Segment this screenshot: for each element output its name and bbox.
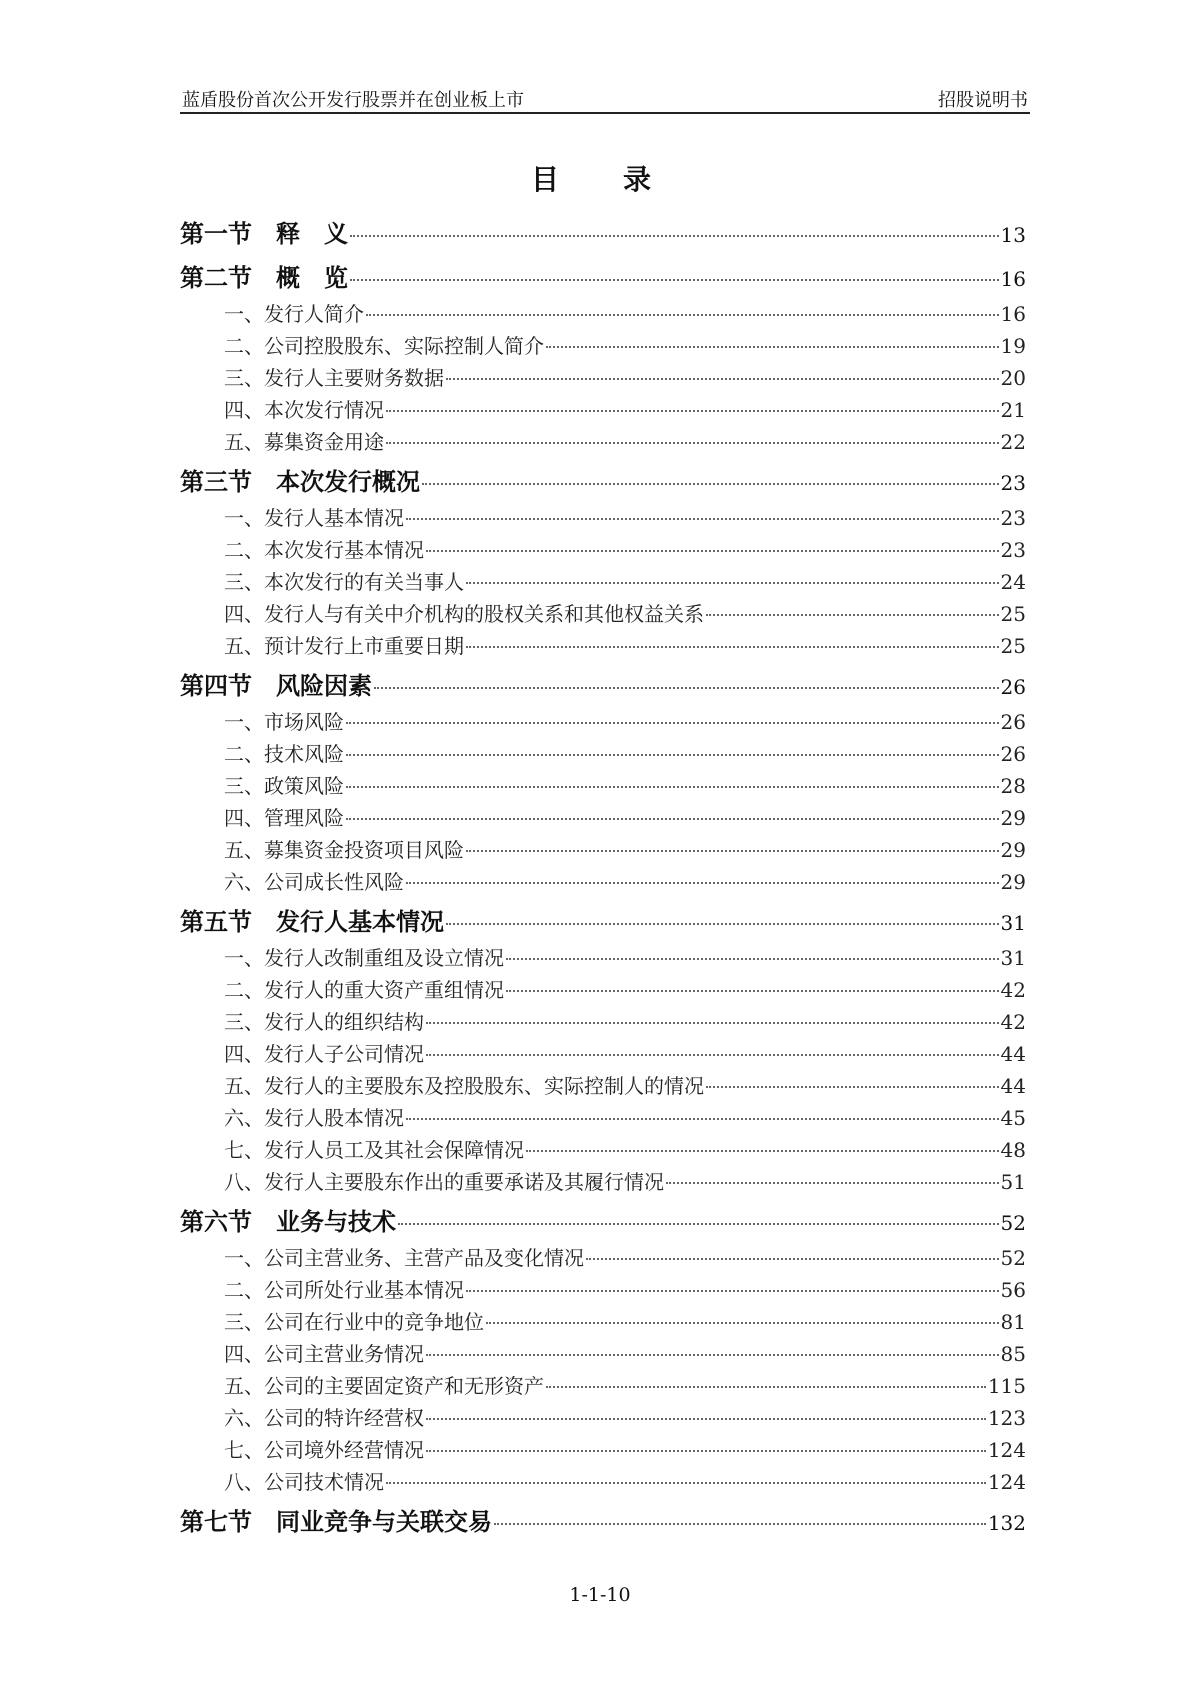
toc-page-number: 13: [1000, 223, 1026, 247]
dot-leader: [422, 483, 999, 485]
toc-label: 四、本次发行情况: [224, 398, 384, 422]
toc-label: 三、发行人主要财务数据: [224, 366, 444, 390]
toc-item[interactable]: [180, 706, 1026, 738]
dot-leader: [526, 1150, 999, 1152]
page-header: [180, 84, 1030, 114]
toc-page-number: 23: [1000, 506, 1026, 530]
dot-leader: [586, 1258, 999, 1260]
toc-label: 四、发行人与有关中介机构的股权关系和其他权益关系: [224, 602, 704, 626]
toc-section[interactable]: [180, 902, 1026, 942]
toc-item[interactable]: [180, 566, 1026, 598]
toc-item[interactable]: [180, 598, 1026, 630]
toc-label: 第四节 风险因素: [180, 671, 372, 700]
toc-page-number: 51: [1000, 1170, 1026, 1194]
toc-item[interactable]: [180, 1306, 1026, 1338]
dot-leader: [706, 1086, 999, 1088]
dot-leader: [666, 1182, 999, 1184]
toc-section[interactable]: [180, 258, 1026, 298]
dot-leader: [406, 1118, 999, 1120]
toc-page-number: 132: [987, 1511, 1026, 1535]
dot-leader: [386, 1482, 986, 1484]
toc-label: 第二节 概 览: [180, 263, 348, 292]
toc-item[interactable]: [180, 330, 1026, 362]
toc-item[interactable]: [180, 770, 1026, 802]
dot-leader: [350, 279, 999, 281]
toc-label: 六、发行人股本情况: [224, 1106, 404, 1130]
toc-page-number: 115: [987, 1374, 1026, 1398]
dot-leader: [366, 314, 999, 316]
toc-item[interactable]: [180, 1434, 1026, 1466]
toc-page-number: 16: [1000, 267, 1026, 291]
toc-page-number: 23: [1000, 538, 1026, 562]
toc-item[interactable]: [180, 298, 1026, 330]
dot-leader: [426, 1450, 986, 1452]
dot-leader: [346, 818, 999, 820]
dot-leader: [446, 923, 999, 925]
toc-label: 八、公司技术情况: [224, 1470, 384, 1494]
toc-page-number: 123: [987, 1406, 1026, 1430]
toc-label: 七、发行人员工及其社会保障情况: [224, 1138, 524, 1162]
toc-label: 第三节 本次发行概况: [180, 467, 420, 496]
toc-item[interactable]: [180, 1370, 1026, 1402]
toc-label: 六、公司的特许经营权: [224, 1406, 424, 1430]
toc-label: 五、募集资金用途: [224, 430, 384, 454]
table-of-contents: [180, 214, 1026, 1542]
dot-leader: [346, 754, 999, 756]
toc-page-number: 124: [987, 1438, 1026, 1462]
toc-page-number: 26: [1000, 742, 1026, 766]
toc-page-number: 31: [1000, 946, 1026, 970]
toc-label: 四、管理风险: [224, 806, 344, 830]
toc-page-number: 29: [1000, 838, 1026, 862]
toc-item[interactable]: [180, 630, 1026, 662]
toc-label: 三、本次发行的有关当事人: [224, 570, 464, 594]
toc-item[interactable]: [180, 1242, 1026, 1274]
toc-item[interactable]: [180, 534, 1026, 566]
dot-leader: [386, 442, 999, 444]
toc-label: 三、政策风险: [224, 774, 344, 798]
dot-leader: [426, 1022, 999, 1024]
toc-section[interactable]: [180, 214, 1026, 254]
dot-leader: [466, 646, 999, 648]
toc-item[interactable]: [180, 1134, 1026, 1166]
toc-label: 二、技术风险: [224, 742, 344, 766]
toc-label: 二、发行人的重大资产重组情况: [224, 978, 504, 1002]
dot-leader: [494, 1523, 986, 1525]
toc-label: 第六节 业务与技术: [180, 1207, 396, 1236]
toc-item[interactable]: [180, 1166, 1026, 1198]
toc-page-number: 25: [1000, 634, 1026, 658]
toc-item[interactable]: [180, 834, 1026, 866]
toc-page-number: 23: [1000, 471, 1026, 495]
toc-item[interactable]: [180, 394, 1026, 426]
page-number: 1-1-10: [569, 1584, 631, 1606]
toc-page-number: 29: [1000, 870, 1026, 894]
toc-label: 一、市场风险: [224, 710, 344, 734]
dot-leader: [346, 722, 999, 724]
dot-leader: [506, 958, 999, 960]
document-title: 蓝盾股份首次公开发行股票并在创业板上市: [182, 90, 524, 111]
dot-leader: [426, 1054, 999, 1056]
dot-leader: [426, 1418, 986, 1420]
toc-label: 二、公司控股股东、实际控制人简介: [224, 334, 544, 358]
toc-label: 一、发行人简介: [224, 302, 364, 326]
toc-label: 二、本次发行基本情况: [224, 538, 424, 562]
dot-leader: [374, 687, 999, 689]
toc-item[interactable]: [180, 1402, 1026, 1434]
dot-leader: [466, 1290, 999, 1292]
toc-page-number: 52: [1000, 1211, 1026, 1235]
toc-section[interactable]: [180, 1202, 1026, 1242]
toc-label: 八、发行人主要股东作出的重要承诺及其履行情况: [224, 1170, 664, 1194]
toc-page-number: 25: [1000, 602, 1026, 626]
dot-leader: [406, 882, 999, 884]
toc-label: 六、公司成长性风险: [224, 870, 404, 894]
toc-label: 五、公司的主要固定资产和无形资产: [224, 1374, 544, 1398]
toc-label: 一、公司主营业务、主营产品及变化情况: [224, 1246, 584, 1270]
toc-page-number: 24: [1000, 570, 1026, 594]
toc-item[interactable]: [180, 1338, 1026, 1370]
dot-leader: [546, 346, 999, 348]
dot-leader: [398, 1223, 999, 1225]
toc-page-number: 20: [1000, 366, 1026, 390]
toc-label: 第一节 释 义: [180, 219, 348, 248]
dot-leader: [426, 1354, 999, 1356]
toc-page-number: 45: [1000, 1106, 1026, 1130]
toc-page-number: 21: [1000, 398, 1026, 422]
dot-leader: [546, 1386, 986, 1388]
dot-leader: [446, 378, 999, 380]
toc-section[interactable]: [180, 462, 1026, 502]
toc-page-number: 44: [1000, 1042, 1026, 1066]
toc-page-number: 124: [987, 1470, 1026, 1494]
toc-page-number: 22: [1000, 430, 1026, 454]
toc-item[interactable]: [180, 1274, 1026, 1306]
toc-page-number: 42: [1000, 978, 1026, 1002]
toc-item[interactable]: [180, 1070, 1026, 1102]
toc-item[interactable]: [180, 866, 1026, 898]
document-type: 招股说明书: [938, 90, 1028, 111]
toc-page-number: 19: [1000, 334, 1026, 358]
toc-label: 五、募集资金投资项目风险: [224, 838, 464, 862]
toc-label: 五、发行人的主要股东及控股股东、实际控制人的情况: [224, 1074, 704, 1098]
toc-page-number: 42: [1000, 1010, 1026, 1034]
toc-page-number: 85: [1000, 1342, 1026, 1366]
toc-label: 五、预计发行上市重要日期: [224, 634, 464, 658]
toc-label: 第七节 同业竞争与关联交易: [180, 1507, 492, 1536]
dot-leader: [426, 550, 999, 552]
toc-page-number: 28: [1000, 774, 1026, 798]
toc-label: 四、发行人子公司情况: [224, 1042, 424, 1066]
toc-item[interactable]: [180, 502, 1026, 534]
dot-leader: [466, 582, 999, 584]
toc-page-number: 44: [1000, 1074, 1026, 1098]
toc-item[interactable]: [180, 1466, 1026, 1498]
toc-label: 七、公司境外经营情况: [224, 1438, 424, 1462]
toc-page-number: 26: [1000, 675, 1026, 699]
dot-leader: [346, 786, 999, 788]
toc-page-number: 56: [1000, 1278, 1026, 1302]
toc-item[interactable]: [180, 802, 1026, 834]
toc-item[interactable]: [180, 1102, 1026, 1134]
dot-leader: [506, 990, 999, 992]
toc-label: 第五节 发行人基本情况: [180, 907, 444, 936]
dot-leader: [350, 235, 999, 237]
toc-page-number: 31: [1000, 911, 1026, 935]
toc-item[interactable]: [180, 362, 1026, 394]
toc-label: 四、公司主营业务情况: [224, 1342, 424, 1366]
toc-label: 三、发行人的组织结构: [224, 1010, 424, 1034]
dot-leader: [486, 1322, 999, 1324]
toc-item[interactable]: [180, 1006, 1026, 1038]
toc-page-number: 52: [1000, 1246, 1026, 1270]
toc-item[interactable]: [180, 1038, 1026, 1070]
toc-label: 二、公司所处行业基本情况: [224, 1278, 464, 1302]
dot-leader: [706, 614, 999, 616]
toc-label: 一、发行人基本情况: [224, 506, 404, 530]
toc-section[interactable]: [180, 666, 1026, 706]
toc-label: 三、公司在行业中的竞争地位: [224, 1310, 484, 1334]
toc-item[interactable]: [180, 974, 1026, 1006]
toc-title: 目 录: [530, 163, 669, 196]
dot-leader: [466, 850, 999, 852]
toc-section[interactable]: [180, 1502, 1026, 1542]
toc-page-number: 29: [1000, 806, 1026, 830]
dot-leader: [406, 518, 999, 520]
toc-item[interactable]: [180, 942, 1026, 974]
toc-page-number: 26: [1000, 710, 1026, 734]
toc-page-number: 16: [1000, 302, 1026, 326]
toc-page-number: 81: [1000, 1310, 1026, 1334]
toc-page-number: 48: [1000, 1138, 1026, 1162]
toc-item[interactable]: [180, 426, 1026, 458]
toc-label: 一、发行人改制重组及设立情况: [224, 946, 504, 970]
toc-item[interactable]: [180, 738, 1026, 770]
dot-leader: [386, 410, 999, 412]
